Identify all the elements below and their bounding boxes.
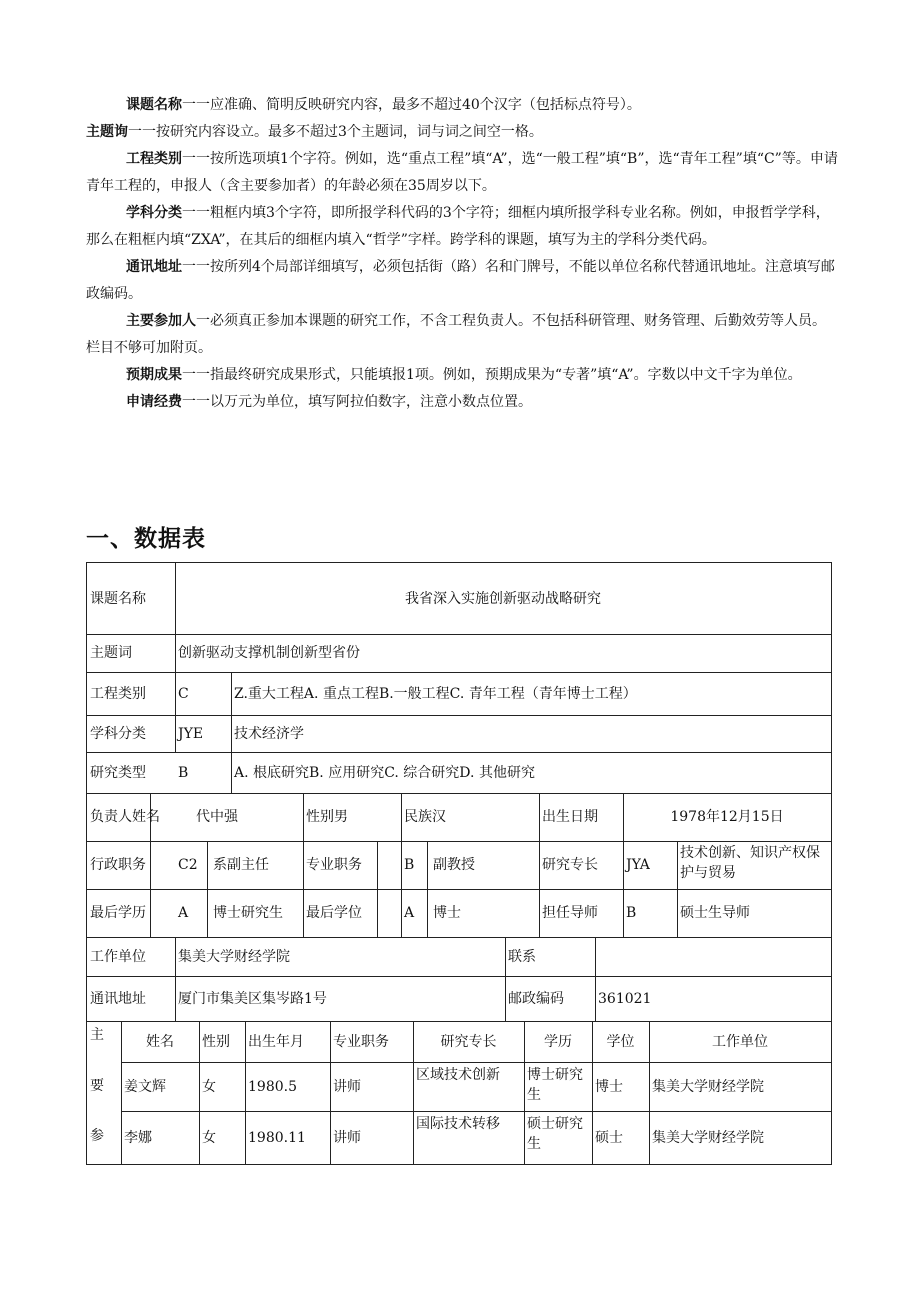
degree-label: 最后学位 [306, 905, 362, 921]
workplace-label: 工作单位 [90, 948, 146, 965]
contact-value[interactable] [595, 937, 831, 976]
member-education[interactable]: 博士研究生 [527, 1067, 583, 1103]
note-text: 一一指最终研究成果形式，只能填报1项。例如，预期成果为“专著”填“A”。字数以中文千字为单位。 [182, 367, 802, 383]
member-degree[interactable]: 硕士 [595, 1129, 623, 1146]
postcode-label: 邮政编码 [508, 990, 564, 1007]
project-type-label: 工程类别 [90, 685, 146, 702]
member-education[interactable]: 硕士研究生 [527, 1116, 583, 1152]
note-term: 工程类别 [126, 151, 182, 167]
note-address [86, 254, 838, 308]
gender-field[interactable]: 性别男 [306, 809, 348, 825]
member-title[interactable]: 讲师 [333, 1078, 361, 1095]
member-birth[interactable]: 1980.5 [248, 1078, 297, 1095]
member-birth[interactable]: 1980.11 [248, 1129, 306, 1146]
member-workplace[interactable]: 集美大学财经学院 [652, 1078, 764, 1095]
note-text: 一一粗框内填3个字符，即所报学科代码的3个字符；细框内填所报学科专业名称。例如，申报哲学学科，那么在粗框内填“ZXA”，在其后的细框内填入“哲学”字样。跨学科的课题，填写为主的学科分类代码。 [86, 205, 830, 248]
note-text: 一一按研究内容设立。最多不超过3个主题词，词与词之间空一格。 [128, 124, 543, 140]
topic-label: 课题名称 [90, 590, 146, 607]
note-text: 一一按所选项填1个字符。例如，选“重点工程”填“A”，选“一般工程”填“B”，选“青年工程”填“C”等。申请青年工程的，申报人（含主要参加者）的年龄必须在35周岁以下。 [86, 151, 838, 194]
admin-post-value[interactable]: 系副主任 [213, 857, 269, 873]
member-specialty[interactable]: 区域技术创新 [416, 1067, 500, 1083]
section-title: 一、数据表 [86, 526, 206, 552]
workplace-value[interactable]: 集美大学财经学院 [178, 948, 290, 965]
member-name[interactable]: 李娜 [124, 1129, 152, 1146]
note-term: 申请经费 [126, 394, 182, 410]
degree-code[interactable]: A [404, 905, 415, 921]
project-type-code[interactable]: C [178, 685, 189, 702]
discipline-label: 学科分类 [90, 725, 146, 742]
member-gender[interactable]: 女 [202, 1078, 216, 1095]
research-type-code[interactable]: B [178, 764, 189, 781]
degree-value[interactable]: 博士 [433, 905, 461, 921]
note-outcome [86, 362, 838, 389]
contact-label: 联系 [508, 948, 536, 965]
members-header-birth: 出生年月 [248, 1033, 304, 1050]
specialty-value[interactable]: 技术创新、知识产权保护与贸易 [680, 845, 820, 881]
supervisor-code[interactable]: B [626, 905, 637, 921]
members-header-degree: 学位 [606, 1033, 635, 1050]
note-term: 主题询 [86, 124, 128, 140]
note-keywords [86, 119, 838, 146]
note-discipline [86, 200, 838, 254]
member-name[interactable]: 姜文辉 [124, 1078, 166, 1095]
note-text: 一必须真正参加本课题的研究工作，不含工程负责人。不包括科研管理、财务管理、后勤效劳等人员。栏目不够可加附页。 [86, 313, 826, 356]
members-header-title: 专业职务 [333, 1033, 389, 1050]
note-term: 课题名称 [126, 97, 182, 113]
keywords-label: 主题词 [90, 645, 132, 661]
ethnicity-field[interactable]: 民族汉 [404, 809, 446, 825]
members-header-education: 学历 [544, 1033, 572, 1050]
member-degree[interactable]: 博士 [595, 1078, 623, 1095]
members-section-char: 参 [90, 1128, 104, 1144]
note-text: 一一按所列4个局部详细填写，必须包括街（路）名和门牌号，不能以单位名称代替通讯地址。注意填写邮政编码。 [86, 259, 835, 302]
leader-name-label: 负责人姓名 [90, 809, 160, 825]
data-table [86, 562, 832, 1165]
members-section-char: 主 [90, 1027, 104, 1043]
keywords-value[interactable]: 创新驱动支撑机制创新型省份 [178, 645, 360, 661]
address-label: 通讯地址 [90, 990, 146, 1007]
note-topic [86, 92, 838, 119]
members-section-char: 要 [90, 1078, 104, 1094]
address-value[interactable]: 厦门市集美区集岑路1号 [178, 990, 327, 1007]
member-workplace[interactable]: 集美大学财经学院 [652, 1129, 764, 1146]
members-header-workplace: 工作单位 [712, 1033, 768, 1050]
research-type-options: A. 根底研究B. 应用研究C. 综合研究D. 其他研究 [234, 764, 535, 781]
education-value[interactable]: 博士研究生 [213, 905, 283, 921]
note-term: 主要参加人 [126, 313, 196, 329]
professional-title-value[interactable]: 副教授 [433, 857, 475, 873]
note-term: 预期成果 [126, 367, 182, 383]
specialty-label: 研究专长 [542, 857, 598, 873]
note-term: 学科分类 [126, 205, 182, 221]
instructions [86, 92, 838, 416]
leader-name-value[interactable]: 代中强 [196, 809, 238, 825]
professional-title-code[interactable]: B [404, 857, 415, 873]
note-text: 一一应准确、简明反映研究内容，最多不超过40个汉字（包括标点符号）。 [182, 97, 641, 113]
discipline-code[interactable]: JYE [178, 725, 204, 742]
supervisor-label: 担任导师 [542, 905, 598, 921]
note-project-type [86, 146, 838, 200]
project-type-options: Z.重大工程A. 重点工程B.一般工程C. 青年工程（青年博士工程） [234, 685, 637, 702]
professional-title-label: 专业职务 [306, 857, 362, 873]
education-code[interactable]: A [178, 905, 189, 921]
members-header-gender: 性别 [202, 1033, 230, 1050]
research-type-label: 研究类型 [90, 764, 146, 781]
admin-post-label: 行政职务 [90, 857, 146, 873]
education-label: 最后学历 [90, 905, 146, 921]
note-funding [86, 389, 838, 416]
postcode-value[interactable]: 361021 [598, 990, 652, 1007]
member-specialty[interactable]: 国际技术转移 [416, 1116, 500, 1132]
note-members [86, 308, 838, 362]
supervisor-value[interactable]: 硕士生导师 [680, 905, 750, 921]
discipline-name[interactable]: 技术经济学 [234, 725, 304, 742]
member-gender[interactable]: 女 [202, 1129, 216, 1146]
admin-post-code[interactable]: C2 [178, 857, 198, 873]
member-title[interactable]: 讲师 [333, 1129, 361, 1146]
birth-date-value[interactable]: 1978年12月15日 [670, 809, 784, 825]
note-text: 一一以万元为单位，填写阿拉伯数字，注意小数点位置。 [182, 394, 532, 410]
specialty-code[interactable]: JYA [626, 857, 650, 873]
topic-value[interactable]: 我省深入实施创新驱动战略研究 [405, 590, 601, 607]
members-header-specialty: 研究专长 [440, 1033, 497, 1050]
note-term: 通讯地址 [126, 259, 182, 275]
members-header-name: 姓名 [146, 1033, 174, 1050]
birth-date-label: 出生日期 [542, 809, 598, 825]
